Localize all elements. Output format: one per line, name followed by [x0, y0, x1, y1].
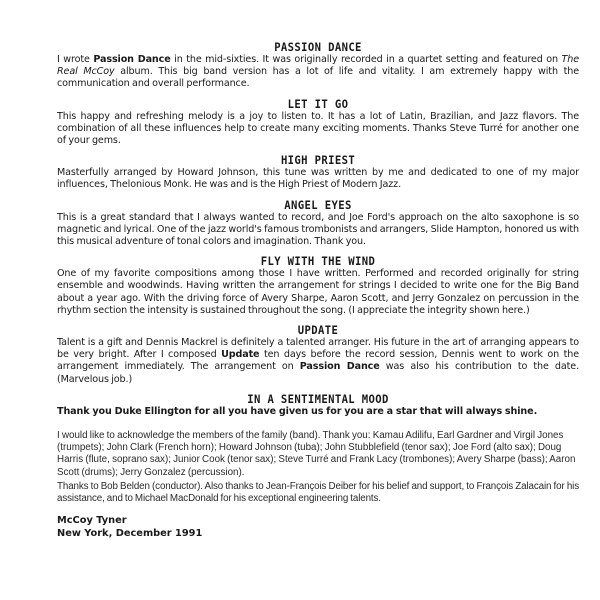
section-angel-eyes — [57, 198, 579, 249]
section-title: LET IT GO — [287, 96, 349, 111]
section-text — [57, 406, 579, 418]
text-run: was also his contribution to the date. (Marvelous job.) — [57, 361, 580, 385]
text-run: Masterfully arranged by Howard Johnson, this tune was written by me and dedicated to one of my major influences, Thelonious Monk. He was and is the High Priest of Modern Jazz. — [57, 167, 579, 191]
section-update — [57, 323, 579, 386]
text-run: ten days before the record session, Dennis went to work on the arrangement immediately. The arrangement on — [57, 349, 579, 373]
section-in-a-sentimental-mood — [57, 392, 579, 418]
section-let-it-go — [57, 97, 579, 148]
section-passion-dance — [57, 40, 579, 91]
thanks-paragraph: Thanks to Bob Belden (conductor). Also thanks to Jean-François Deiber for his belief and support, to François Zalacain for his assistance, and to Michael MacDonald for his exceptional engineering talents. — [57, 480, 579, 505]
section-title: IN A SENTIMENTAL MOOD — [247, 391, 389, 406]
text-run: Thank you Duke Ellington for all you have given us for you are a star that will always shine. — [57, 405, 538, 417]
signature-place-date: New York, December 1991 — [57, 527, 203, 539]
song-title-bold: Passion Dance — [299, 361, 380, 373]
section-text — [57, 337, 579, 386]
section-text — [57, 212, 579, 249]
section-title: ANGEL EYES — [284, 197, 352, 212]
text-run: album. This big band version has a lot of life and vitality. I am extremely happy with the communication and overall performance. — [57, 66, 579, 90]
song-title-bold: Update — [221, 349, 260, 361]
section-title: HIGH PRIEST — [280, 153, 356, 168]
text-run: One of my favorite compositions among those I have written. Performed and recorded originally for string ensemble and woodwinds. Having written the arrangement for strings I decided to write one for the Big Band about a year ago. With the driving force of Avery Sharpe, Aaron Scott, and Jerry Gonzalez on percussion in the rhythm section the intensity is sustained throughout the song. (I appreciate the integrity shown here.) — [57, 268, 579, 316]
section-title: UPDATE — [297, 323, 339, 338]
text-run: in the mid-sixties. It was originally recorded in a quartet setting and featured on — [170, 54, 562, 65]
signature-block — [57, 515, 579, 540]
album-title-italic: The Real McCoy — [57, 54, 579, 78]
section-high-priest — [57, 153, 579, 191]
text-run: This happy and refreshing melody is a joy to listen to. It has a lot of Latin, Brazilian, and Jazz flavors. The combination of all these influences help to create many exciting moments. Thanks Steve Turré for another one of your gems. — [57, 110, 579, 147]
section-text — [57, 268, 579, 317]
section-fly-with-the-wind — [57, 254, 579, 317]
band-acknowledgement: I would like to acknowledge the members of the family (band). Thank you: Kamau Adilifu, Earl Gardner and Virgil Jones (trumpets); John Clark (French horn); Howard Johnson (tuba); John Stubblefield (tenor sax); Joe Ford (alto sax); Doug Harris (flute, soprano sax); Junior Cook (tenor sax); Steve Turré and Frank Lacy (trombones); Avery Sharpe (bass); Aaron Scott (drums); Jerry Gonzalez (percussion). — [57, 430, 576, 478]
section-text — [57, 111, 579, 148]
signature-name: McCoy Tyner — [57, 515, 127, 527]
text-run: Talent is a gift and Dennis Mackrel is definitely a talented arranger. His future in the art of arranging appears to be very bright. After I composed — [57, 337, 579, 361]
liner-notes-content — [57, 40, 579, 540]
section-title: FLY WITH THE WIND — [260, 254, 376, 269]
section-text — [57, 54, 579, 91]
song-title-bold: Passion Dance — [93, 54, 171, 65]
text-run: I wrote — [57, 54, 94, 65]
section-text — [57, 167, 579, 191]
text-run: This is a great standard that I always wanted to record, and Joe Ford's approach on the alto saxophone is so magnetic and lyrical. One of the jazz world's famous trombonists and arrangers, Slide Hampton, honored us with this musical adventure of tonal colors and imagination. Thank you. — [57, 211, 579, 248]
section-title: PASSION DANCE — [274, 40, 362, 54]
